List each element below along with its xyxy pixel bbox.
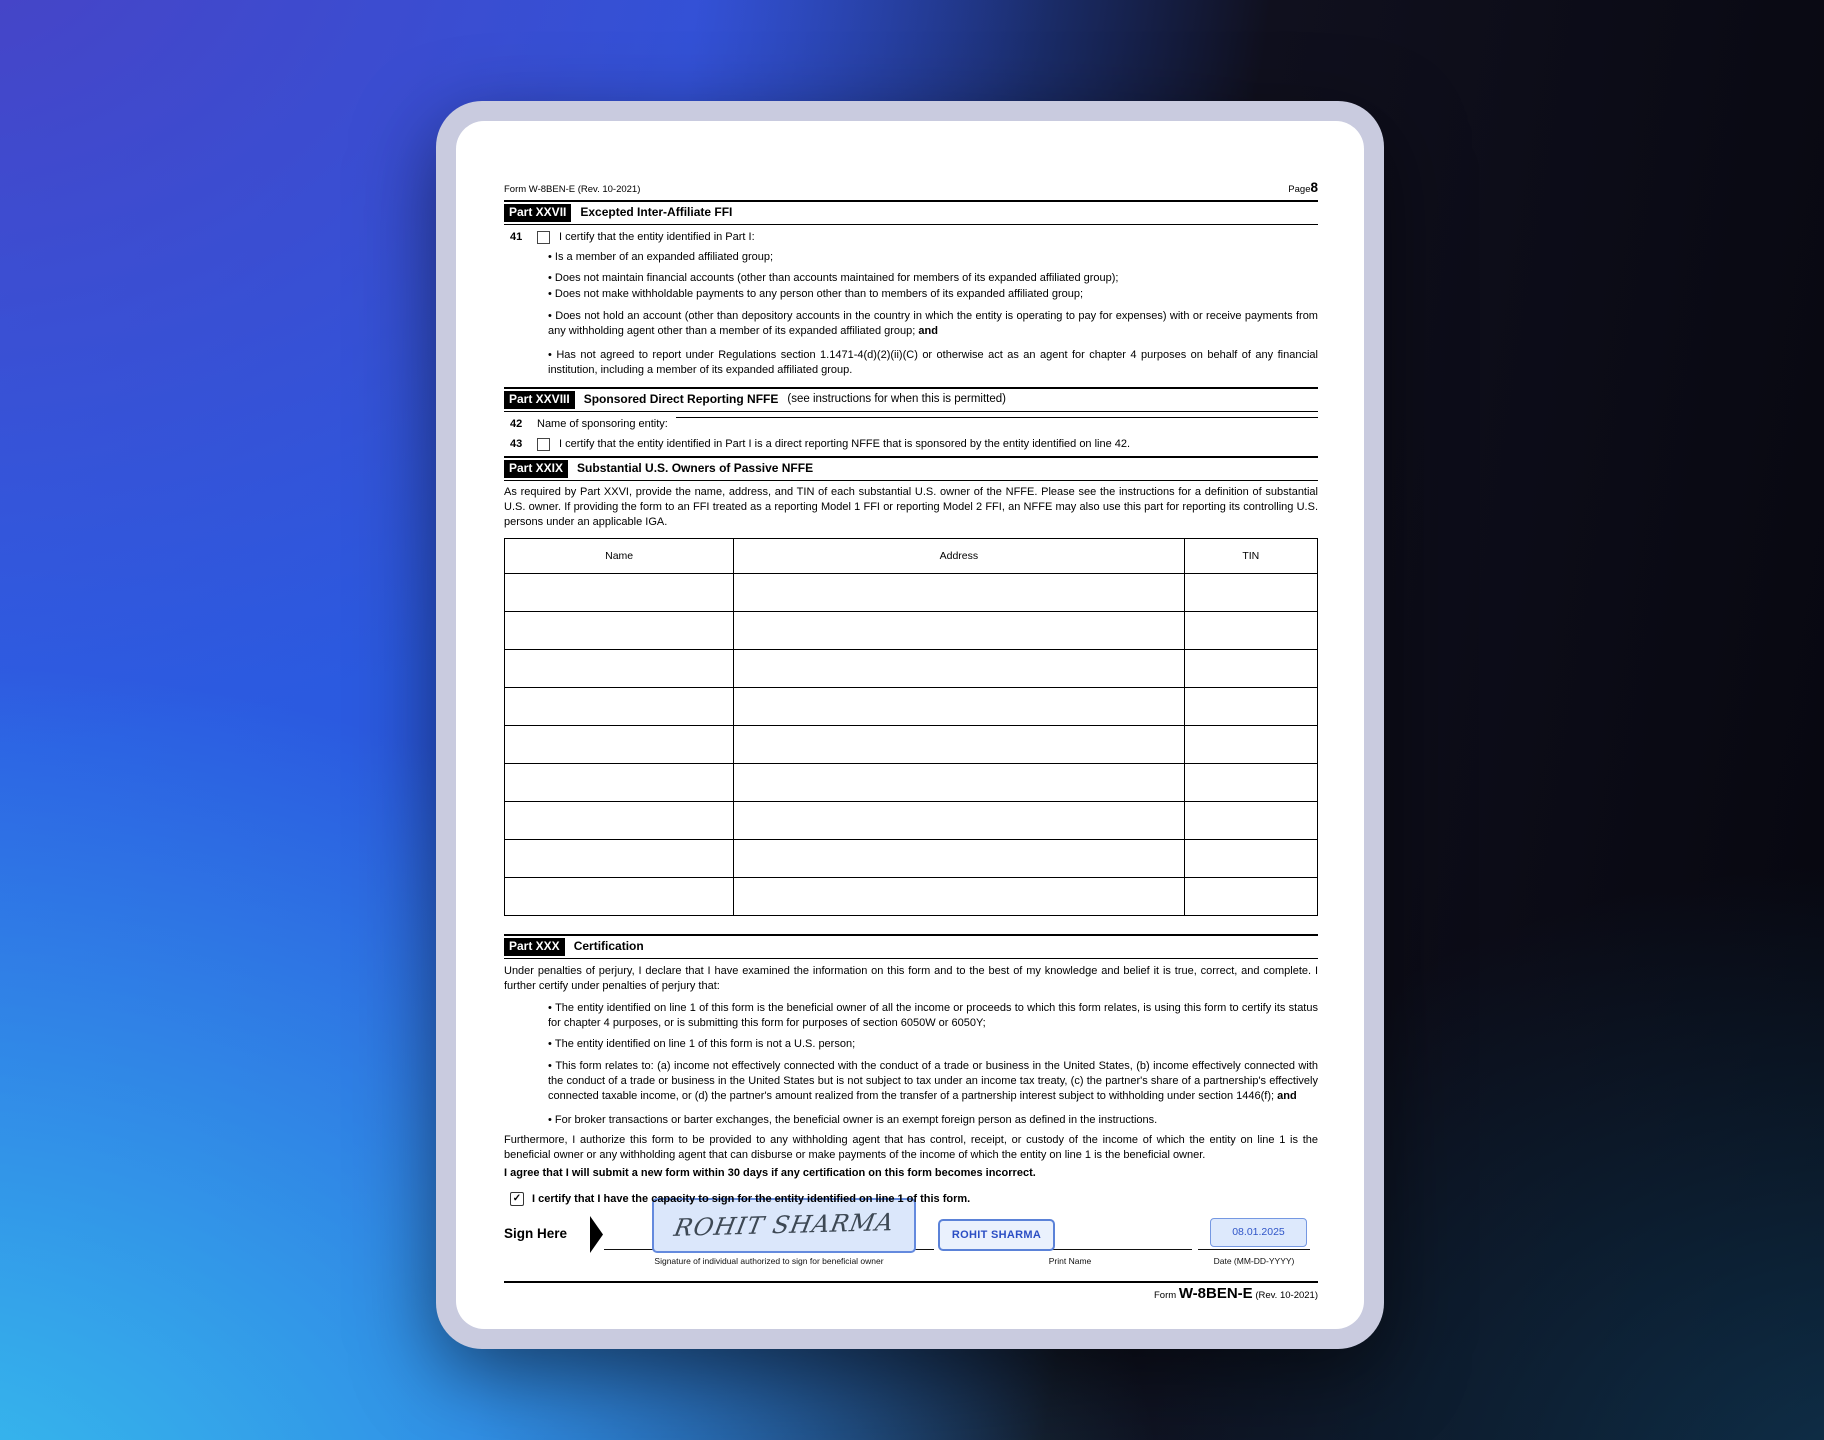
- bullet-text: This form relates to: (a) income not effectively connected with the conduct of a trade or business in the United States, (b) income effectively connected with the conduct of a trade or business in the United States but is not subject to tax under an income tax treaty, (c) the partner's share of a partnership's effectively connected taxable income, or (d) the partner's amount realized from the transfer of a partnership interest subject to withholding under section 1446(f);: [548, 1060, 1318, 1102]
- col-header-tin: TIN: [1184, 539, 1317, 574]
- owner-cell-address[interactable]: [734, 878, 1184, 916]
- part30-agree-statement: I agree that I will submit a new form within 30 days if any certification on this form becomes incorrect.: [504, 1167, 1036, 1179]
- part28-title-suffix: (see instructions for when this is permitted): [787, 393, 1006, 405]
- date-caption: Date (MM-DD-YYYY): [1213, 1256, 1295, 1266]
- bullet-text: Does not hold an account (other than depository accounts in the country in which the entity is operating to pay for expenses) with or receive payments from any withholding agent other than a member of its expanded affiliated group;: [548, 310, 1318, 337]
- owner-cell-address[interactable]: [734, 612, 1184, 650]
- part29-intro: As required by Part XXVI, provide the name, address, and TIN of each substantial U.S. owner of the NFFE. Please see the instructions for a definition of substantial U.S. owner. If providing the form to an FFI treated as a reporting Model 1 FFI or reporting Model 2 FFI, an NFFE may also use this part for reporting its controlling U.S. persons under an applicable IGA.: [504, 486, 1318, 528]
- page-word: Page: [1288, 184, 1311, 195]
- part29-title: Substantial U.S. Owners of Passive NFFE: [577, 461, 814, 475]
- form-id: Form W-8BEN-E (Rev. 10-2021): [504, 184, 641, 195]
- bullet-text: The entity identified on line 1 of this form is the beneficial owner of all the income or proceeds to which this form relates, is using this form to certify its status for chapter 4 purposes, or is submitting this form for purposes of section 6050W or 6050Y;: [548, 1002, 1318, 1029]
- owner-cell-name[interactable]: [505, 726, 734, 764]
- page-footer: [504, 1286, 1318, 1303]
- line-43: [504, 437, 1318, 452]
- owner-row: [505, 878, 1318, 916]
- page-number: 8: [1310, 180, 1318, 195]
- line-43-text: I certify that the entity identified in Part I is a direct reporting NFFE that is sponsored by the entity identified on line 42.: [559, 438, 1131, 450]
- print-name-caption: Print Name: [1048, 1256, 1092, 1266]
- owner-cell-address[interactable]: [734, 840, 1184, 878]
- owner-cell-name[interactable]: [505, 688, 734, 726]
- owner-cell-tin[interactable]: [1184, 688, 1317, 726]
- print-name-value: ROHIT SHARMA: [951, 1228, 1042, 1241]
- bullet-text: Has not agreed to report under Regulations section 1.1471-4(d)(2)(ii)(C) or otherwise act as an agent for chapter 4 purposes on behalf of any financial institution, including a member of its expanded affiliated group.: [548, 349, 1318, 376]
- part30-bullet: [504, 1001, 1318, 1031]
- owner-row: [505, 802, 1318, 840]
- owner-cell-address[interactable]: [734, 802, 1184, 840]
- line-41: [504, 230, 1318, 245]
- owner-cell-name[interactable]: [505, 764, 734, 802]
- footer-revision: (Rev. 10-2021): [1255, 1290, 1318, 1301]
- part30-bullet: [504, 1059, 1318, 1104]
- owner-row: [505, 574, 1318, 612]
- owner-cell-name[interactable]: [505, 802, 734, 840]
- part27-bullet: [504, 309, 1318, 339]
- capacity-text: I certify that I have the capacity to sign for the entity identified on line 1 of this form.: [532, 1193, 971, 1205]
- owners-table-head: [505, 539, 1318, 574]
- part28-title: Sponsored Direct Reporting NFFE: [583, 392, 779, 406]
- owner-cell-address[interactable]: [734, 764, 1184, 802]
- owner-cell-address[interactable]: [734, 726, 1184, 764]
- form-page: [456, 121, 1364, 1329]
- page-header: [504, 180, 1318, 200]
- form-content: [504, 180, 1318, 1303]
- owner-cell-name[interactable]: [505, 574, 734, 612]
- owner-row: [505, 840, 1318, 878]
- owner-cell-tin[interactable]: [1184, 726, 1317, 764]
- capacity-checkbox-checked[interactable]: ✓: [510, 1192, 524, 1206]
- owner-cell-address[interactable]: [734, 574, 1184, 612]
- line-42: [504, 417, 1318, 432]
- part27-header: [504, 200, 1318, 225]
- owner-cell-tin[interactable]: [1184, 612, 1317, 650]
- part30-furthermore: Furthermore, I authorize this form to be provided to any withholding agent that has control, receipt, or custody of the income of which the entity on line 1 is the beneficial owner or any withholding agent that can disburse or make payments of the income of which the entity on line 1 is the beneficial owner.: [504, 1134, 1318, 1161]
- part27-bullet: [504, 250, 1318, 265]
- part28-label: Part XXVIII: [504, 391, 575, 409]
- line-43-number: 43: [510, 438, 523, 450]
- line-42-number: 42: [510, 418, 523, 430]
- owner-cell-tin[interactable]: [1184, 878, 1317, 916]
- sign-here-arrow-icon: [590, 1216, 603, 1253]
- part27-label: Part XXVII: [504, 204, 571, 222]
- footer-form-name: W-8BEN-E: [1178, 1285, 1253, 1302]
- form-card: [436, 101, 1384, 1349]
- owner-row: [505, 612, 1318, 650]
- owner-cell-tin[interactable]: [1184, 764, 1317, 802]
- part30-header: [504, 934, 1318, 959]
- part29-label: Part XXIX: [504, 460, 568, 478]
- line-41-checkbox[interactable]: [537, 231, 550, 244]
- part27-title: Excepted Inter-Affiliate FFI: [580, 205, 733, 219]
- col-header-address: Address: [734, 539, 1184, 574]
- part30-label: Part XXX: [504, 938, 565, 956]
- bullet-bold: and: [918, 325, 938, 337]
- bullet-text: The entity identified on line 1 of this form is not a U.S. person;: [554, 1038, 856, 1050]
- line-42-text: Name of sponsoring entity:: [537, 418, 668, 430]
- sign-here-label: Sign Here: [504, 1226, 568, 1241]
- part29-header: [504, 456, 1318, 481]
- owner-cell-name[interactable]: [505, 840, 734, 878]
- bullet-text: Is a member of an expanded affiliated group;: [554, 251, 774, 263]
- owner-row: [505, 688, 1318, 726]
- date-field[interactable]: [1210, 1218, 1307, 1247]
- signature-caption: Signature of individual authorized to sign for beneficial owner: [654, 1256, 884, 1266]
- date-value: 08.01.2025: [1232, 1226, 1285, 1238]
- bullet-text: For broker transactions or barter exchanges, the beneficial owner is an exempt foreign person as defined in the instructions.: [554, 1114, 1158, 1126]
- col-header-name: Name: [505, 539, 734, 574]
- bullet-bold: and: [1277, 1090, 1297, 1102]
- owner-cell-name[interactable]: [505, 878, 734, 916]
- owner-row: [505, 726, 1318, 764]
- owner-row: [505, 650, 1318, 688]
- owner-cell-name[interactable]: [505, 650, 734, 688]
- part30-intro: Under penalties of perjury, I declare that I have examined the information on this form and to the best of my knowledge and belief it is true, correct, and complete. I further certify under penalties of perjury that:: [504, 965, 1318, 992]
- owner-cell-tin[interactable]: [1184, 650, 1317, 688]
- owner-cell-tin[interactable]: [1184, 840, 1317, 878]
- line-43-checkbox[interactable]: [537, 438, 550, 451]
- signature-section: [504, 1208, 1318, 1266]
- owner-cell-address[interactable]: [734, 650, 1184, 688]
- owners-header-row: [505, 539, 1318, 574]
- line-41-text: I certify that the entity identified in Part I:: [559, 231, 755, 243]
- part30-bullet: [504, 1113, 1318, 1128]
- bullet-text: Does not make withholdable payments to any person other than to members of its expanded affiliated group;: [554, 288, 1084, 300]
- sponsoring-entity-field[interactable]: [676, 417, 1318, 418]
- owner-cell-name[interactable]: [505, 612, 734, 650]
- print-name-field[interactable]: [938, 1219, 1055, 1251]
- signature-value: ROHIT SHARMA: [671, 1208, 897, 1242]
- part30-title: Certification: [573, 939, 644, 953]
- owner-cell-address[interactable]: [734, 688, 1184, 726]
- owner-cell-tin[interactable]: [1184, 574, 1317, 612]
- part27-bullet: [504, 287, 1318, 302]
- date-line: [1198, 1249, 1310, 1250]
- part27-bullet: [504, 348, 1318, 378]
- owner-row: [505, 764, 1318, 802]
- part27-bullet: [504, 271, 1318, 286]
- owners-table-body: [505, 574, 1318, 916]
- part30-bullet: [504, 1037, 1318, 1052]
- line-41-number: 41: [510, 231, 523, 243]
- capacity-line: [504, 1192, 1318, 1207]
- part28-header: [504, 387, 1318, 412]
- footer-rule: [504, 1281, 1318, 1283]
- bullet-text: Does not maintain financial accounts (other than accounts maintained for members of its expanded affiliated group);: [554, 272, 1119, 284]
- owner-cell-tin[interactable]: [1184, 802, 1317, 840]
- footer-form-word: Form: [1154, 1290, 1177, 1301]
- substantial-owners-table: [504, 538, 1318, 916]
- page-indicator: [1288, 180, 1318, 197]
